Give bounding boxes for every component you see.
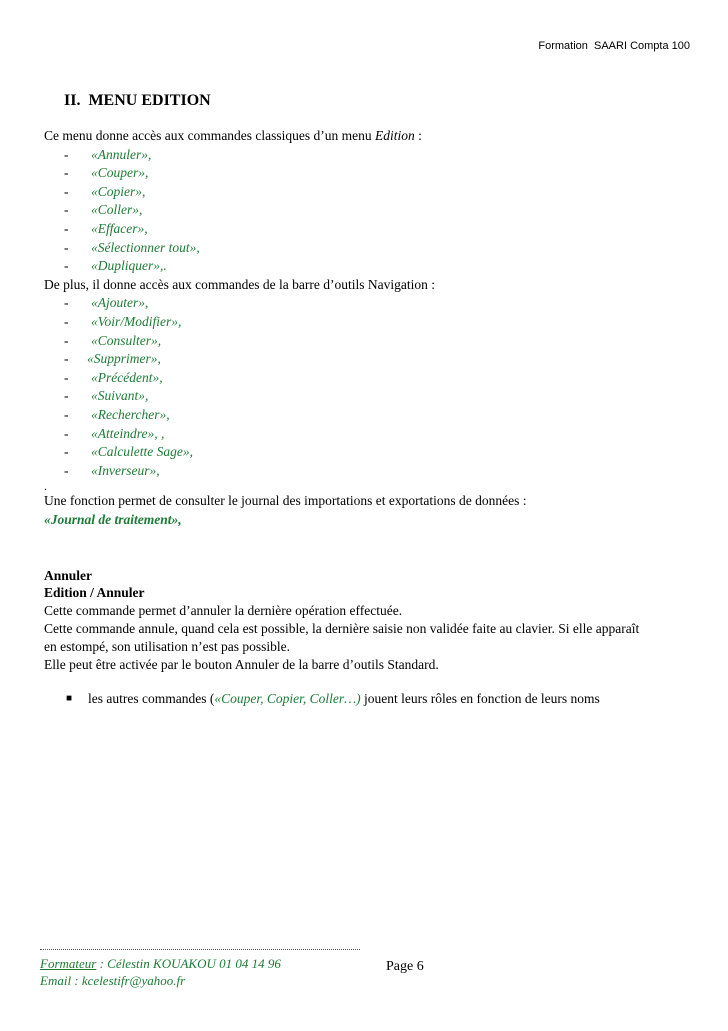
navigation-command-list: [44, 294, 704, 480]
square-bullet-icon: ■: [66, 693, 73, 705]
page-number: Page 6: [386, 959, 424, 974]
document-body: [44, 127, 704, 709]
list-item: - «Précédent»,: [64, 369, 163, 385]
list-item: - «Inverseur»,: [64, 462, 160, 478]
annuler-text-line: en estompé, son utilisation n’est pas possible.: [44, 638, 290, 654]
bullet-item: ■ les autres commandes («Couper, Copier, Coller…) jouent leurs rôles en fonction de leurs noms: [44, 689, 704, 709]
annuler-text-line: Cette commande annule, quand cela est possible, la dernière saisie non validée faite au clavier. Si elle apparaît: [44, 621, 640, 637]
list-item: - «Coller»,: [64, 202, 143, 218]
edition-command-list: [44, 146, 704, 276]
footer-credits: Formateur : Célestin KOUAKOU 01 04 14 96 Email : kcelestifr@yahoo.fr: [40, 956, 281, 988]
list-item: - «Couper»,: [64, 165, 149, 181]
section-title: II. MENU EDITION: [64, 92, 211, 109]
list-item: - «Supprimer»,: [64, 351, 161, 367]
running-header: Formation SAARI Compta 100: [538, 40, 690, 52]
footer-divider: [40, 949, 360, 950]
list-item: - «Suivant»,: [64, 388, 149, 404]
journal-item: «Journal de traitement»,: [44, 511, 182, 527]
list-item: - «Copier»,: [64, 183, 146, 199]
journal-text: Une fonction permet de consulter le journal des importations et exportations de données :: [44, 493, 527, 509]
annuler-text-line: Elle peut être activée par le bouton Annuler de la barre d’outils Standard.: [44, 656, 439, 672]
list-item: - «Atteindre», ,: [64, 425, 165, 441]
intro-paragraph: Ce menu donne accès aux commandes classiques d’un menu Edition :: [44, 128, 422, 143]
list-item: - «Annuler»,: [64, 146, 152, 162]
list-item: - «Consulter»,: [64, 332, 162, 348]
list-item: - «Rechercher»,: [64, 406, 170, 422]
list-item: - «Ajouter»,: [64, 295, 149, 311]
list-item: - «Voir/Modifier»,: [64, 313, 182, 329]
navigation-intro: De plus, il donne accès aux commandes de la barre d’outils Navigation :: [44, 276, 436, 292]
menu-path: Edition / Annuler: [44, 585, 145, 601]
annuler-text-line: Cette commande permet d’annuler la dernière opération effectuée.: [44, 603, 403, 619]
list-item: - «Sélectionner tout»,: [64, 239, 200, 255]
list-item: - «Calculette Sage»,: [64, 444, 193, 460]
footer-email: Email : kcelestifr@yahoo.fr: [40, 973, 186, 988]
subsection-title: Annuler: [44, 567, 93, 583]
list-item: - «Effacer»,: [64, 220, 148, 236]
stray-period: .: [44, 479, 47, 494]
list-item: - «Dupliquer»,.: [64, 258, 167, 274]
